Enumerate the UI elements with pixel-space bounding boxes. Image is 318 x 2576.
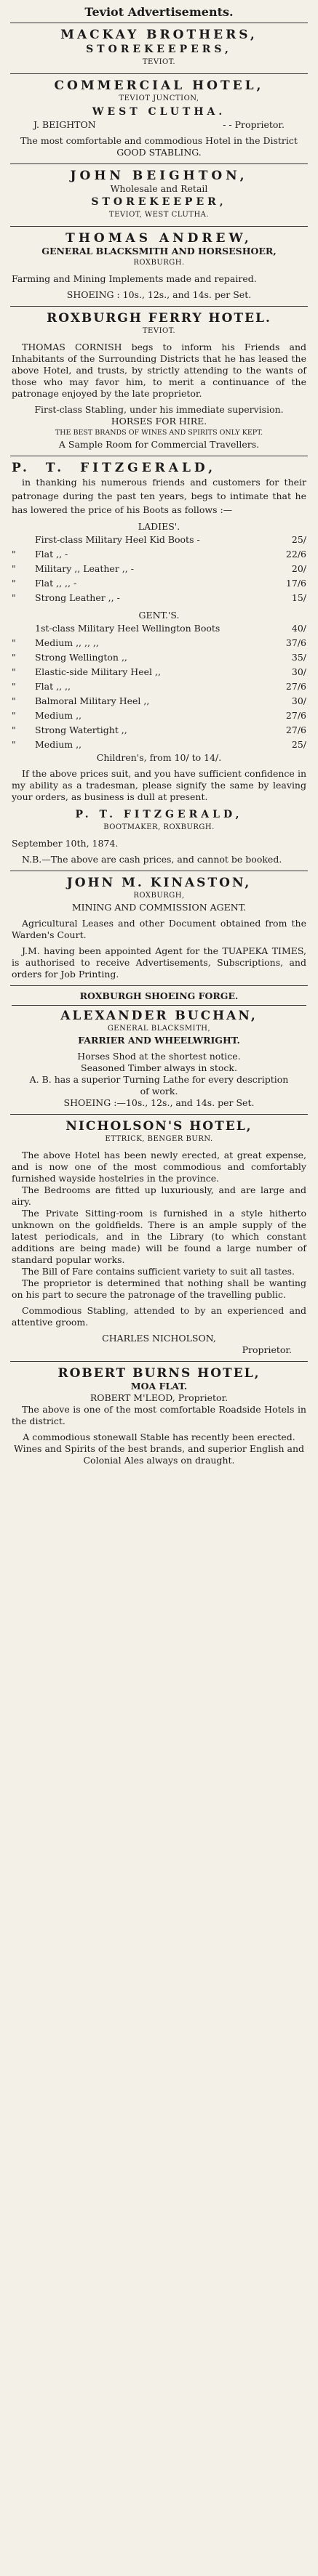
ad-fitzgerald	[10, 456, 308, 871]
ad-para-3: Wines and Spirits of the best brands, and superior English and Colonial Ales always on draught.	[13, 1443, 305, 1466]
ad-trade: GENERAL BLACKSMITH AND HORSESHOER,	[41, 246, 277, 257]
ad-nicholsons-hotel	[10, 1115, 308, 1362]
price-ditto	[12, 621, 35, 636]
ad-blurb: The most comfortable and commodious Hotel in the District	[20, 135, 298, 146]
ad-place-2: WEST CLUTHA.	[92, 106, 226, 118]
ad-body-2: J.M. having been appointed Agent for the TUAPEKA TIMES, is authorised to receive Advertisements, Subscriptions, and orders for Job Printing.	[12, 945, 306, 980]
ad-place: MOA FLAT.	[130, 1381, 188, 1392]
signature-role: Proprietor.	[242, 1344, 292, 1355]
price-ditto: "	[12, 695, 16, 706]
ad-line: Wholesale and Retail	[110, 183, 208, 194]
price-description: Medium ,, ,, ,,	[35, 637, 99, 648]
ladies-price-list	[12, 533, 306, 605]
ad-commercial-hotel	[10, 74, 308, 164]
children-price: Children's, from 10/ to 14/.	[96, 752, 222, 763]
price-description: Flat ,, -	[35, 549, 68, 560]
ad-roxburgh-ferry-hotel	[10, 307, 308, 456]
price-description: Flat ,, ,, -	[35, 578, 77, 589]
price-amount: 15/	[291, 592, 306, 603]
ad-banner: ROXBURGH SHOEING FORGE.	[79, 990, 239, 1001]
ad-john-beighton	[10, 164, 308, 227]
price-description: Medium ,,	[35, 739, 82, 750]
proprietor-name: J. BEIGHTON	[33, 119, 96, 130]
ad-title: P. T. FITZGERALD,	[12, 461, 216, 475]
ad-date: September 10th, 1874.	[12, 838, 119, 849]
gents-heading: GENT.'S.	[138, 610, 180, 621]
ad-intro: in thanking his numerous friends and customers for their patronage during the past ten years, begs to intimate that he has lowered the price of his Boots as follows :—	[12, 477, 306, 515]
ad-nb: N.B.—The above are cash prices, and cannot be booked.	[22, 854, 282, 865]
price-description: Military ,, Leather ,, -	[35, 563, 134, 574]
price-ditto: "	[12, 710, 16, 721]
ad-owner: ROBERT M'LEOD, Proprietor.	[90, 1392, 228, 1403]
ad-para-6: Commodious Stabling, attended to by an experienced and attentive groom.	[12, 1305, 306, 1328]
price-amount: 30/	[291, 695, 306, 706]
ad-robert-burns-hotel	[10, 1362, 308, 1471]
price-amount: 25/	[291, 739, 306, 750]
gents-price-list	[12, 621, 306, 752]
ad-line-2: STOREKEEPER,	[91, 196, 227, 208]
price-ditto	[12, 533, 35, 547]
ad-line-3: A. B. has a superior Turning Lathe for every description of work.	[29, 1074, 289, 1097]
price-row	[12, 636, 306, 650]
ad-place: ROXBURGH,	[133, 892, 185, 900]
ad-para-3: The Private Sitting-room is furnished in a style hitherto unknown on the goldfields. There is an ample supply of the latest periodicals, and in the Library (to which constant additions are being made) will be found a large number of standard popular works.	[12, 1208, 306, 1265]
ad-title: ROBERT BURNS HOTEL,	[57, 1366, 261, 1381]
price-row	[12, 650, 306, 665]
page-header: Teviot Advertisements.	[10, 4, 308, 23]
ad-place: ETTRICK, BENGER BURN.	[105, 1135, 213, 1143]
ad-para-1: The above is one of the most comfortable Roadside Hotels in the district.	[12, 1404, 306, 1426]
price-row	[12, 665, 306, 679]
ad-horses: HORSES FOR HIRE.	[111, 416, 207, 427]
price-description: 1st-class Military Heel Wellington Boots	[35, 623, 220, 634]
price-ditto: "	[12, 578, 16, 589]
ad-body-1: Agricultural Leases and other Document obtained from the Warden's Court.	[12, 918, 306, 940]
price-description: Strong Watertight ,,	[35, 724, 127, 735]
ad-title: COMMERCIAL HOTEL,	[54, 78, 264, 93]
price-amount: 40/	[291, 623, 306, 634]
price-ditto: "	[12, 563, 16, 574]
price-amount: 27/6	[285, 724, 306, 735]
ad-place: TEVIOT JUNCTION,	[119, 94, 199, 102]
ad-role: GENERAL BLACKSMITH,	[107, 1025, 211, 1033]
price-description: First-class Military Heel Kid Boots -	[35, 534, 200, 545]
price-ditto: "	[12, 739, 16, 750]
ad-kinaston	[10, 871, 308, 986]
price-description: Elastic-side Military Heel ,,	[35, 666, 161, 677]
price-description: Strong Leather ,, -	[35, 592, 120, 603]
price-ditto: "	[12, 592, 16, 603]
price-ditto: "	[12, 637, 16, 648]
price-row	[12, 621, 306, 636]
ad-para-5: The proprietor is determined that nothing shall be wanting on his part to secure the patronage of the travelling public.	[12, 1277, 306, 1300]
ad-para-2: A commodious stonewall Stable has recently been erected.	[23, 1432, 295, 1442]
price-row	[12, 591, 306, 605]
ad-title: ALEXANDER BUCHAN,	[12, 1005, 306, 1023]
price-row	[12, 533, 306, 547]
price-row	[12, 738, 306, 752]
newspaper-column	[10, 0, 308, 1471]
signature-name: P. T. FITZGERALD,	[75, 809, 243, 820]
ad-line-2: Seasoned Timber always in stock.	[81, 1062, 237, 1073]
ad-body: THOMAS CORNISH begs to inform his Friends and Inhabitants of the Surrounding Districts that he has leased the above Hotel, and trusts, by strictly attending to the wants of those who may favor him, to merit a continuance of the patronage enjoyed by the late proprietor.	[12, 342, 306, 399]
ad-place: TEVIOT.	[142, 327, 176, 335]
ad-title: ROXBURGH FERRY HOTEL.	[47, 311, 271, 326]
ad-para-1: The above Hotel has been newly erected, at great expense, and is now one of the most commodious and comfortably furnished wayside hostelries in the province.	[12, 1150, 306, 1184]
price-description: Flat ,, ,,	[35, 681, 71, 692]
price-amount: 17/6	[285, 578, 306, 589]
price-amount: 25/	[291, 534, 306, 545]
ad-title: NICHOLSON'S HOTEL,	[65, 1119, 253, 1134]
ad-stabling: GOOD STABLING.	[116, 147, 202, 158]
price-description: Medium ,,	[35, 710, 82, 721]
signature-name: CHARLES NICHOLSON,	[102, 1333, 216, 1344]
ad-thomas-andrew	[10, 227, 308, 307]
price-row	[12, 694, 306, 708]
price-amount: 37/6	[285, 637, 306, 648]
ladies-heading: LADIES'.	[138, 521, 180, 532]
price-ditto: "	[12, 724, 16, 735]
ad-title: JOHN M. KINASTON,	[66, 876, 252, 890]
ad-sample: A Sample Room for Commercial Travellers.	[58, 439, 260, 450]
price-amount: 30/	[291, 666, 306, 677]
price-amount: 35/	[291, 652, 306, 663]
ad-note: If the above prices suit, and you have sufficient confidence in my ability as a tradesman, please signify the same by leaving your orders, as business is dull at present.	[12, 768, 306, 802]
ad-body: Farming and Mining Implements made and repaired.	[12, 273, 257, 284]
ad-line-1: Horses Shod at the shortest notice.	[77, 1051, 241, 1062]
ad-title: THOMAS ANDREW,	[65, 231, 253, 246]
ad-mackay-brothers	[10, 23, 308, 74]
price-ditto: "	[12, 652, 16, 663]
price-ditto: "	[12, 549, 16, 560]
price-amount: 20/	[291, 563, 306, 574]
ad-stabling: First-class Stabling, under his immediate supervision.	[34, 404, 284, 415]
price-row	[12, 708, 306, 723]
proprietor-line	[12, 119, 306, 131]
ad-brands: THE BEST BRANDS OF WINES AND SPIRITS ONLY KEPT.	[55, 429, 263, 437]
price-amount: 27/6	[285, 710, 306, 721]
ad-title: JOHN BEIGHTON,	[70, 169, 248, 183]
ad-subtitle: STOREKEEPERS,	[86, 44, 232, 55]
price-amount: 22/6	[285, 549, 306, 560]
price-row	[12, 547, 306, 562]
ad-para-4: The Bill of Fare contains sufficient variety to suit all tastes.	[22, 1266, 295, 1277]
price-row	[12, 679, 306, 694]
ad-title: MACKAY BROTHERS,	[60, 28, 258, 42]
ad-shoeing: SHOEING :—10s., 12s., and 14s. per Set.	[63, 1097, 255, 1108]
price-row	[12, 576, 306, 591]
price-ditto: "	[12, 666, 16, 677]
ad-roxburgh-shoeing-forge	[10, 986, 308, 1115]
price-row	[12, 723, 306, 738]
price-amount: 27/6	[285, 681, 306, 692]
ad-place: ROXBURGH.	[133, 259, 185, 267]
price-description: Balmoral Military Heel ,,	[35, 695, 150, 706]
price-ditto: "	[12, 681, 16, 692]
ad-place: TEVIOT, WEST CLUTHA.	[108, 211, 210, 219]
ad-trade: FARRIER AND WHEELWRIGHT.	[78, 1035, 240, 1046]
ad-place: TEVIOT.	[142, 58, 176, 66]
signature-place: BOOTMAKER, ROXBURGH.	[103, 823, 215, 831]
ad-para-2: The Bedrooms are fitted up luxuriously, and are large and airy.	[12, 1184, 306, 1207]
price-description: Strong Wellington ,,	[35, 652, 127, 663]
price-row	[12, 562, 306, 576]
ad-role: MINING AND COMMISSION AGENT.	[71, 902, 247, 913]
ad-shoeing: SHOEING : 10s., 12s., and 14s. per Set.	[66, 289, 252, 300]
proprietor-role: - - Proprietor.	[223, 119, 285, 130]
